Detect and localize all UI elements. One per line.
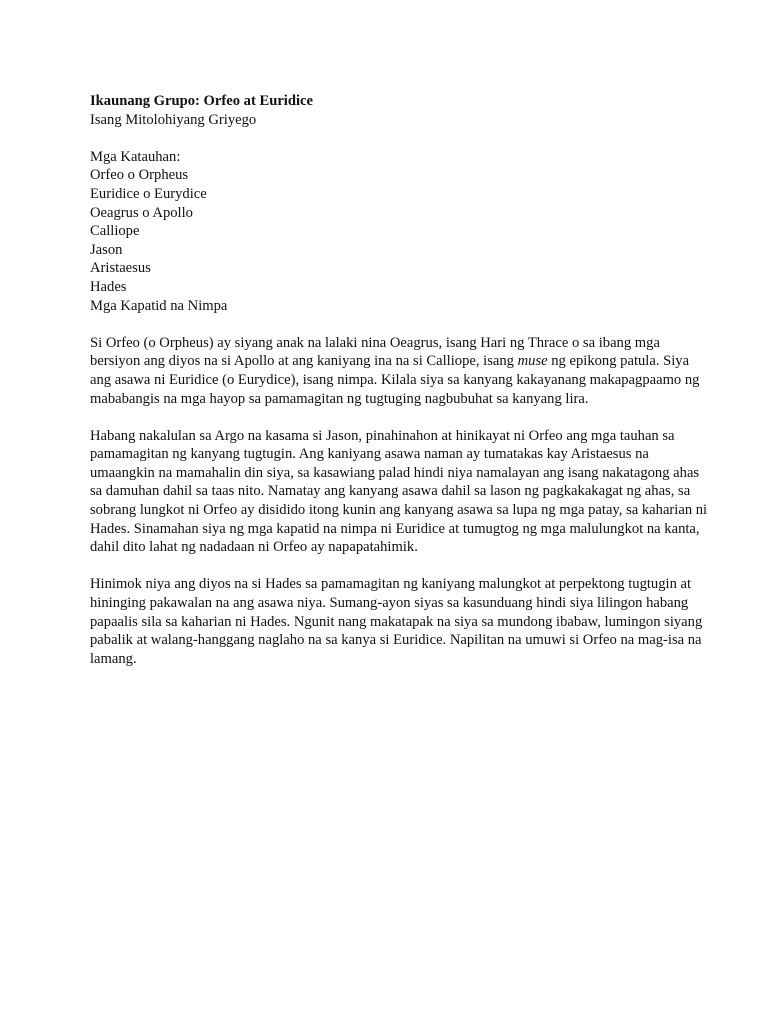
character-item: Oeagrus o Apollo [90, 204, 193, 221]
paragraph-3 [90, 575, 703, 668]
paragraph-text: ng epikong patula. Siya [547, 353, 690, 370]
paragraph-line: umaangkin na mamahalin din siya, sa kasawiang palad hindi niya namalayan ang isang nakatagong ahas [90, 464, 700, 481]
paragraph-line: Hades. Sinamahan siya ng mga kapatid na nimpa ni Euridice at tumugtog ng mga malulungkot na kanta, [90, 520, 700, 537]
paragraph-line: sobrang lungkot ni Orfeo ay disidido itong kunin ang kanyang asawa sa lupa ng mga patay, sa kaharian ni [90, 502, 708, 519]
character-item: Orfeo o Orpheus [90, 167, 189, 184]
characters-heading: Mga Katauhan: [90, 148, 181, 165]
paragraph-line: Hinimok niya ang diyos na si Hades sa pamamagitan ng kaniyang malungkot at perpektong tugtugin at [90, 576, 692, 593]
document-subtitle: Isang Mitolohiyang Griyego [90, 111, 257, 128]
paragraph-line: sa damuhan dahil sa taas nito. Namatay ang kanyang asawa dahil sa lason ng pagkakakagat ng ahas, sa [90, 483, 691, 500]
paragraph-line: pamamagitan ng kanyang tugtugin. Ang kaniyang asawa naman ay tumatakas kay Aristaesus na [90, 446, 649, 463]
document-title: Ikaunang Grupo: Orfeo at Euridice [90, 93, 313, 109]
paragraph-line: dahil dito lahat ng nadadaan ni Orfeo ay napapatahimik. [90, 539, 418, 556]
paragraph-2 [90, 427, 708, 557]
character-item: Aristaesus [90, 260, 151, 277]
character-item: Mga Kapatid na Nimpa [90, 297, 228, 314]
paragraph-line [90, 352, 690, 371]
paragraph-line: ang asawa ni Euridice (o Eurydice), isang nimpa. Kilala siya sa kanyang kakayanang makapagpaamo ng [90, 371, 700, 388]
paragraph-line: lamang. [90, 650, 137, 667]
characters-section [90, 148, 690, 315]
paragraph-line: hininging pakawalan na ang asawa niya. Sumang-ayon siyas sa kasunduang hindi siya lilingon habang [90, 595, 689, 612]
character-item: Calliope [90, 223, 140, 240]
paragraph-line: papaalis sila sa kaharian ni Hades. Ngunit nang makatapak na siya sa mundong ibabaw, lumingon siyang [90, 613, 703, 630]
paragraph-line: pabalik at walang-hanggang naglaho na sa kanya si Euridice. Napilitan na umuwi si Orfeo na mag-isa na [90, 632, 702, 649]
paragraph-1 [90, 334, 700, 408]
italic-word: muse [517, 353, 548, 370]
paragraph-text: bersiyon ang diyos na si Apollo at ang kaniyang ina na si Calliope, isang [90, 353, 518, 370]
paragraph-line: mababangis na mga hayop sa pamamagitan ng tugtuging nagbubuhat sa kanyang lira. [90, 390, 589, 407]
paragraph-line: Si Orfeo (o Orpheus) ay siyang anak na lalaki nina Oeagrus, isang Hari ng Thrace o sa ibang mga [90, 334, 660, 351]
character-item: Hades [90, 278, 127, 295]
paragraph-line: Habang nakalulan sa Argo na kasama si Jason, pinahinahon at hinikayat ni Orfeo ang mga tauhan sa [90, 427, 675, 444]
character-item: Jason [90, 241, 123, 258]
document-body [90, 92, 708, 668]
character-item: Euridice o Eurydice [90, 185, 207, 202]
